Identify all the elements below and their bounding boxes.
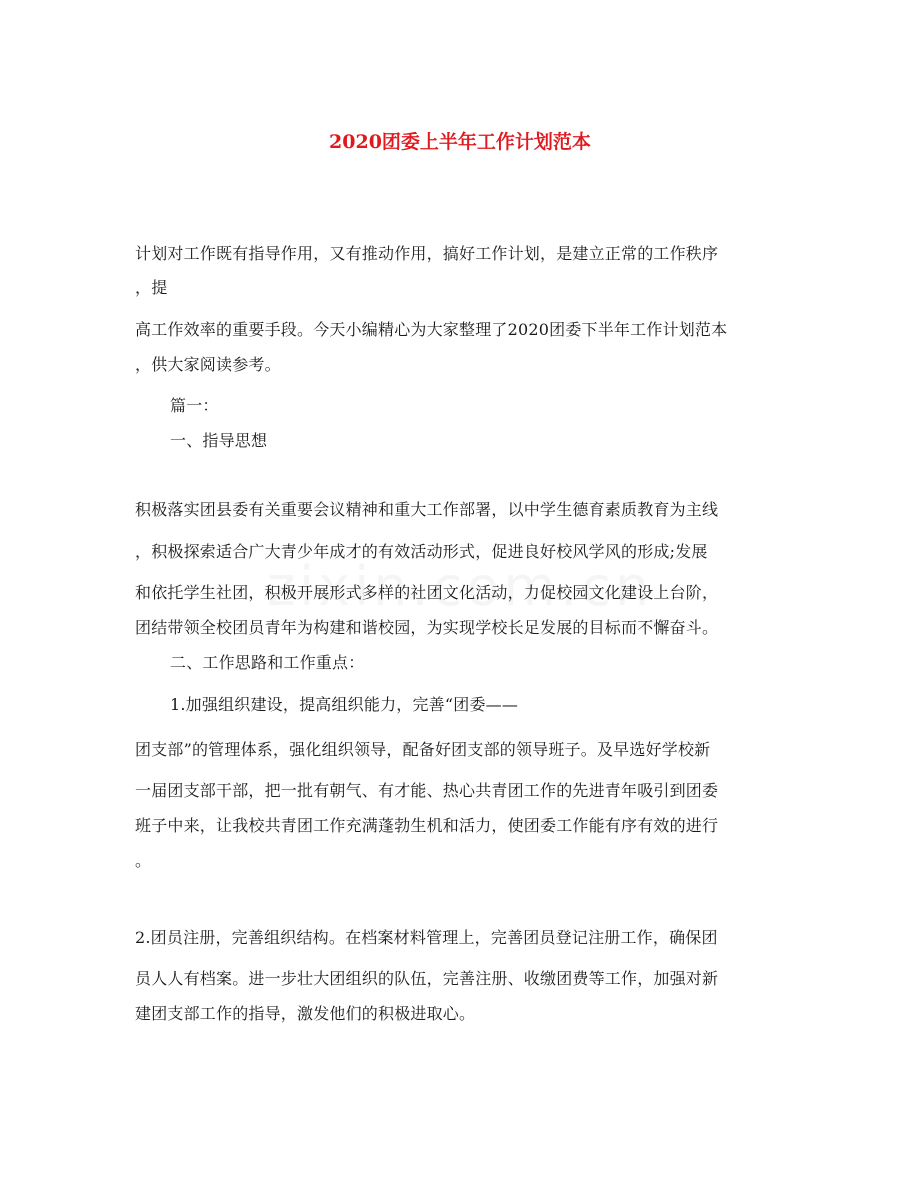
paragraph-line: 员人人有档案。进一步壮大团组织的队伍，完善注册、收缴团费等工作，加强对新 — [135, 969, 719, 988]
list-item-heading: 1.加强组织建设，提高组织能力，完善“团委—— — [170, 695, 519, 714]
paragraph-line: 2.团员注册，完善组织结构。在档案材料管理上，完善团员登记注册工作，确保团 — [135, 928, 718, 947]
document-title: 2020团委上半年工作计划范本 — [329, 131, 591, 153]
paragraph-line: 高工作效率的重要手段。今天小编精心为大家整理了2020团委下半年工作计划范本 — [135, 320, 728, 339]
paragraph-line: ，供大家阅读参考。 — [135, 355, 281, 374]
paragraph-line: 和依托学生社团，积极开展形式多样的社团文化活动，力促校园文化建设上台阶， — [135, 583, 719, 602]
paragraph-line: 。 — [135, 851, 152, 870]
section-heading: 一、指导思想 — [170, 431, 268, 450]
paragraph-line: ，积极探索适合广大青少年成才的有效活动形式，促进良好校风学风的形成;发展 — [135, 542, 708, 561]
paragraph-line: 班子中来，让我校共青团工作充满蓬勃生机和活力，使团委工作能有序有效的进行 — [135, 816, 719, 835]
section-label: 篇一： — [170, 396, 219, 415]
section-heading: 二、工作思路和工作重点： — [170, 653, 365, 672]
paragraph-line: 团支部”的管理体系，强化组织领导，配备好团支部的领导班子。及早选好学校新 — [135, 740, 711, 759]
paragraph-line: 计划对工作既有指导作用，又有推动作用，搞好工作计划，是建立正常的工作秩序 — [135, 244, 719, 263]
paragraph-line: 积极落实团县委有关重要会议精神和重大工作部署，以中学生德育素质教育为主线 — [135, 500, 719, 519]
paragraph-line: 一届团支部干部，把一批有朝气、有才能、热心共青团工作的先进青年吸引到团委 — [135, 781, 719, 800]
paragraph-line: 团结带领全校团员青年为构建和谐校园，为实现学校长足发展的目标而不懈奋斗。 — [135, 618, 719, 637]
paragraph-line: ，提 — [135, 278, 168, 297]
paragraph-line: 建团支部工作的指导，激发他们的积极进取心。 — [135, 1004, 476, 1023]
